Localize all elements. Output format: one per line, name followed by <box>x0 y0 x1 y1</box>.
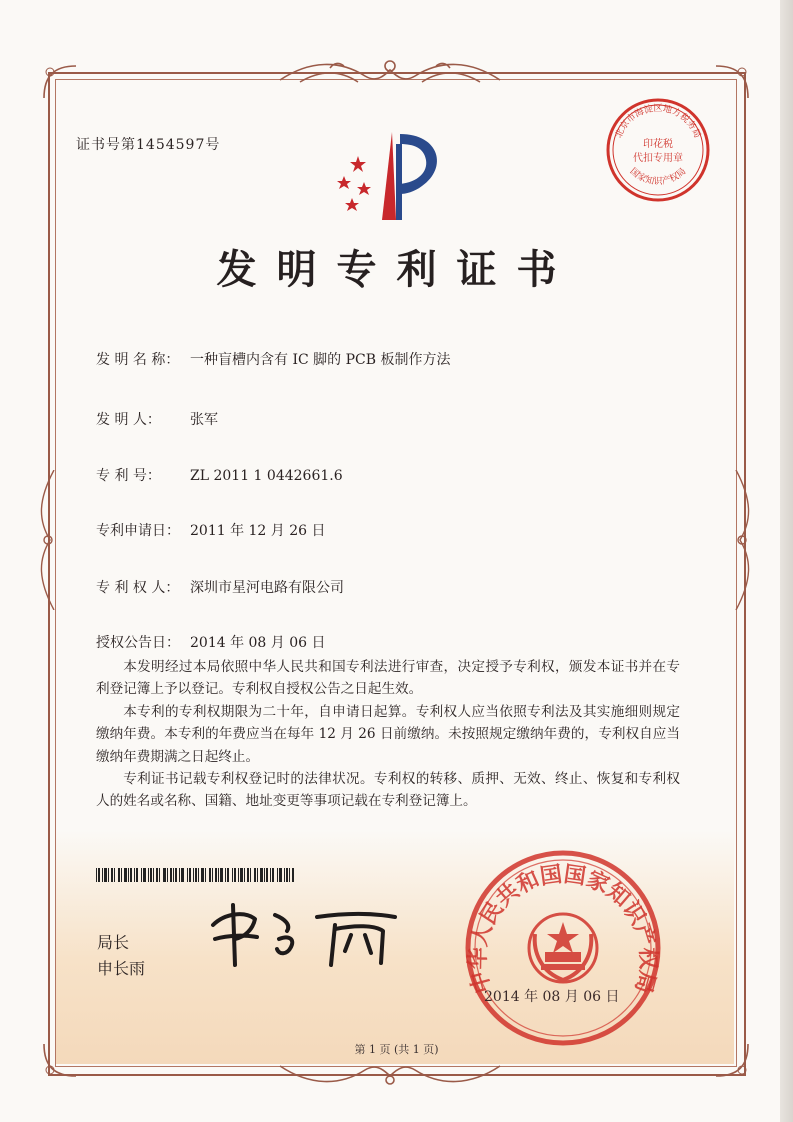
field-value: ZL 2011 1 0442661.6 <box>190 468 343 484</box>
body-paragraph: 专利证书记载专利权登记时的法律状况。专利权的转移、质押、无效、终止、恢复和专利权人的姓名或名称、国籍、地址变更等事项记载在专利登记簿上。 <box>96 771 680 810</box>
field-label: 发 明 人： <box>96 412 161 428</box>
svg-text:国家知识产权局 <box>628 166 689 187</box>
field-label: 专利申请日： <box>96 523 180 539</box>
certificate-number: 证书号第1454597号 <box>76 137 221 153</box>
field-grant-date <box>96 632 326 652</box>
field-inventor <box>96 409 218 429</box>
body-paragraph: 本专利的专利权期限为二十年，自申请日起算。专利权人应当依照专利法及其实施细则规定缴纳年费。本专利的年费应当在每年 12 月 26 日前缴纳。未按照规定缴纳年费的，专利权自应当缴纳年费期满之日起终止。 <box>96 703 680 765</box>
small-seal-center-line-1: 印花税 <box>643 139 673 150</box>
patent-office-logo <box>330 128 450 228</box>
official-title: 局长 <box>97 933 130 952</box>
small-seal-center-line-2: 代扣专用章 <box>633 153 683 164</box>
official-name: 申长雨 <box>97 959 146 978</box>
field-value: 张军 <box>190 412 218 428</box>
stamp-duty-seal <box>603 95 713 205</box>
field-value: 2011 年 12 月 26 日 <box>190 523 326 539</box>
corner-ornament-top-left <box>40 62 80 102</box>
field-label: 专 利 权 人： <box>96 580 180 596</box>
field-invention-name <box>96 349 450 369</box>
signature <box>205 895 405 975</box>
field-value: 深圳市星河电路有限公司 <box>190 580 344 596</box>
field-label: 授权公告日： <box>96 635 180 651</box>
field-patent-number <box>96 465 343 485</box>
field-patentee <box>96 577 344 597</box>
field-label: 发 明 名 称： <box>96 352 180 368</box>
small-seal-ring-text: 北京市海淀区地方税务局 <box>614 104 702 140</box>
field-value: 2014 年 08 月 06 日 <box>190 635 326 651</box>
small-seal-bottom-text: 国家知识产权局 <box>627 166 689 188</box>
big-seal-text: 中华人民共和国国家知识产权局 <box>465 862 661 996</box>
body-paragraph: 本发明经过本局依照中华人民共和国专利法进行审查，决定授予专利权，颁发本证书并在专利登记簿上予以登记。专利权自授权公告之日起生效。 <box>96 659 680 698</box>
page-edge <box>780 0 793 1122</box>
left-ornament <box>34 470 62 610</box>
page-number: 第 1 页 (共 1 页) <box>354 1043 439 1056</box>
right-ornament <box>728 470 756 610</box>
svg-text:北京市海淀区地方税务局 <box>612 102 703 139</box>
national-ip-office-seal <box>463 848 663 1048</box>
corner-ornament-top-right <box>712 62 752 102</box>
seal-date: 2014 年 08 月 06 日 <box>484 989 620 1005</box>
certificate-body <box>96 656 680 813</box>
field-application-date <box>96 520 326 540</box>
top-ornament <box>270 56 510 90</box>
page-title: 发明专利证书 <box>216 246 577 293</box>
field-value: 一种盲槽内含有 IC 脚的 PCB 板制作方法 <box>190 352 451 368</box>
field-label: 专 利 号： <box>96 468 161 484</box>
bottom-ornament <box>270 1060 510 1090</box>
barcode <box>96 868 296 882</box>
